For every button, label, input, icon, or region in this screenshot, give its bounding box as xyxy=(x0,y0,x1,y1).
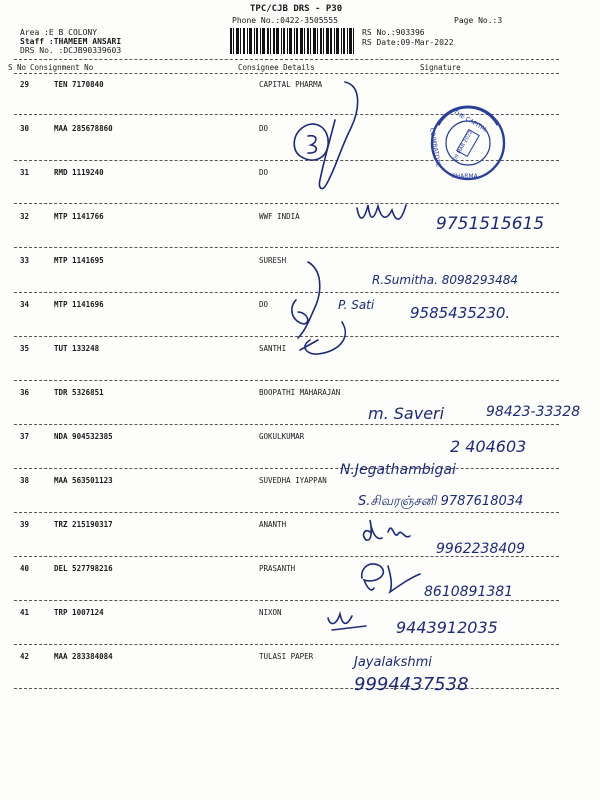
col-header-consignee: Consignee Details xyxy=(238,63,315,72)
row-consignment: MTP 1141766 xyxy=(54,212,104,221)
signature-scribble xyxy=(319,82,357,189)
signature-scribble xyxy=(362,564,384,590)
row-consignee: PRASANTH xyxy=(259,564,296,573)
handwritten-receiver: R.Sumitha. 8098293484 xyxy=(372,273,519,287)
row-consignee: SANTHI xyxy=(259,344,287,353)
row-sno: 30 xyxy=(20,124,30,133)
row-sno: 35 xyxy=(20,344,30,353)
row-consignee: NIXON xyxy=(259,608,282,617)
signature-scribble xyxy=(298,262,320,338)
row-consignee: TULASI PAPER xyxy=(259,652,314,661)
handwritten-phone: 98423-33328 xyxy=(486,404,581,420)
rs-number: RS No.:903396 xyxy=(362,28,425,37)
row-consignment: RMD 1119240 xyxy=(54,168,104,177)
handwritten-phone: 9994437538 xyxy=(354,674,469,695)
signature-scribble xyxy=(388,566,420,592)
handwritten-receiver: P. Sati xyxy=(338,298,375,312)
row-consignment: TDR 5326851 xyxy=(54,388,104,397)
handwritten-phone: 9443912035 xyxy=(396,618,498,637)
row-sno: 31 xyxy=(20,168,30,177)
col-header-signature: Signature xyxy=(420,63,461,72)
handwritten-receiver: S.சிவரஞ்சனி 9787618034 xyxy=(358,494,524,509)
row-consignment: TUT 133248 xyxy=(54,344,100,353)
signature-scribble xyxy=(328,614,366,630)
document-title: TPC/CJB DRS - P30 xyxy=(250,4,343,14)
row-consignment: MAA 283384084 xyxy=(54,652,113,661)
row-consignment: TRZ 215190317 xyxy=(54,520,113,529)
handwritten-phone: 8610891381 xyxy=(424,584,514,600)
page-number: Page No.:3 xyxy=(454,16,503,25)
row-consignee: CAPITAL PHARMA xyxy=(259,80,323,89)
handwritten-phone: 9962238409 xyxy=(436,541,526,557)
phone-number: Phone No.:0422-3505555 xyxy=(232,16,338,25)
col-header-sno: S No xyxy=(8,63,27,72)
handwritten-receiver: N.Jegathambigai xyxy=(340,462,456,478)
row-sno: 41 xyxy=(20,608,30,617)
area-label: Area :E B COLONY xyxy=(20,28,98,37)
stamp-left-text: COIMBATORE xyxy=(427,127,442,168)
row-consignee: ANANTH xyxy=(259,520,287,529)
handwritten-receiver: m. Saveri xyxy=(368,404,445,423)
row-consignment: NDA 904532385 xyxy=(54,432,113,441)
stamp-date: 09 MAR 2022 xyxy=(452,129,475,162)
row-sno: 39 xyxy=(20,520,30,529)
row-consignee: BOOPATHI MAHARAJAN xyxy=(259,388,341,397)
handwritten-phone: 9585435230. xyxy=(410,304,511,322)
row-consignee: DO xyxy=(259,168,269,177)
row-consignment: MTP 1141696 xyxy=(54,300,104,309)
row-consignee: GOKULKUMAR xyxy=(259,432,305,441)
signature-scribble xyxy=(363,520,382,540)
row-sno: 36 xyxy=(20,388,30,397)
row-consignee: DO xyxy=(259,300,269,309)
row-consignee: DO xyxy=(259,124,269,133)
signature-scribble xyxy=(305,322,345,354)
stamp-bottom-text: PHARMA xyxy=(452,173,478,180)
row-sno: 33 xyxy=(20,256,30,265)
rs-date: RS Date:09-Mar-2022 xyxy=(362,38,454,47)
signature-scribble xyxy=(308,136,316,153)
row-consignee: SUVEDHA IYAPPAN xyxy=(259,476,327,485)
row-sno: 34 xyxy=(20,300,30,309)
row-consignment: TRP 1007124 xyxy=(54,608,104,617)
handwritten-receiver: Jayalakshmi xyxy=(354,655,432,670)
row-sno: 29 xyxy=(20,80,30,89)
row-sno: 42 xyxy=(20,652,30,661)
handwritten-phone: 9751515615 xyxy=(436,214,545,234)
row-consignee: WWF INDIA xyxy=(259,212,300,221)
row-sno: 32 xyxy=(20,212,30,221)
row-consignment: MAA 285678860 xyxy=(54,124,113,133)
signature-scribble xyxy=(388,528,410,537)
handwritten-phone: 2 404603 xyxy=(450,437,527,456)
row-consignee: SURESH xyxy=(259,256,287,265)
row-consignment: MTP 1141695 xyxy=(54,256,104,265)
row-consignment: DEL 527798216 xyxy=(54,564,113,573)
row-consignment: MAA 563501123 xyxy=(54,476,113,485)
row-sno: 37 xyxy=(20,432,30,441)
drs-number: DRS No. :DCJB90339603 xyxy=(20,46,122,55)
signature-scribble xyxy=(294,124,328,160)
staff-label: Staff :THAMEEM ANSARI xyxy=(20,37,122,46)
row-sno: 40 xyxy=(20,564,30,573)
row-consignment: TEN 7170840 xyxy=(54,80,104,89)
signature-scribble xyxy=(357,205,406,219)
col-header-consignment: Consignment No xyxy=(30,63,94,72)
signature-scribble xyxy=(292,300,308,324)
row-sno: 38 xyxy=(20,476,30,485)
stamp-top-text: THE CAPITAL xyxy=(452,108,489,134)
